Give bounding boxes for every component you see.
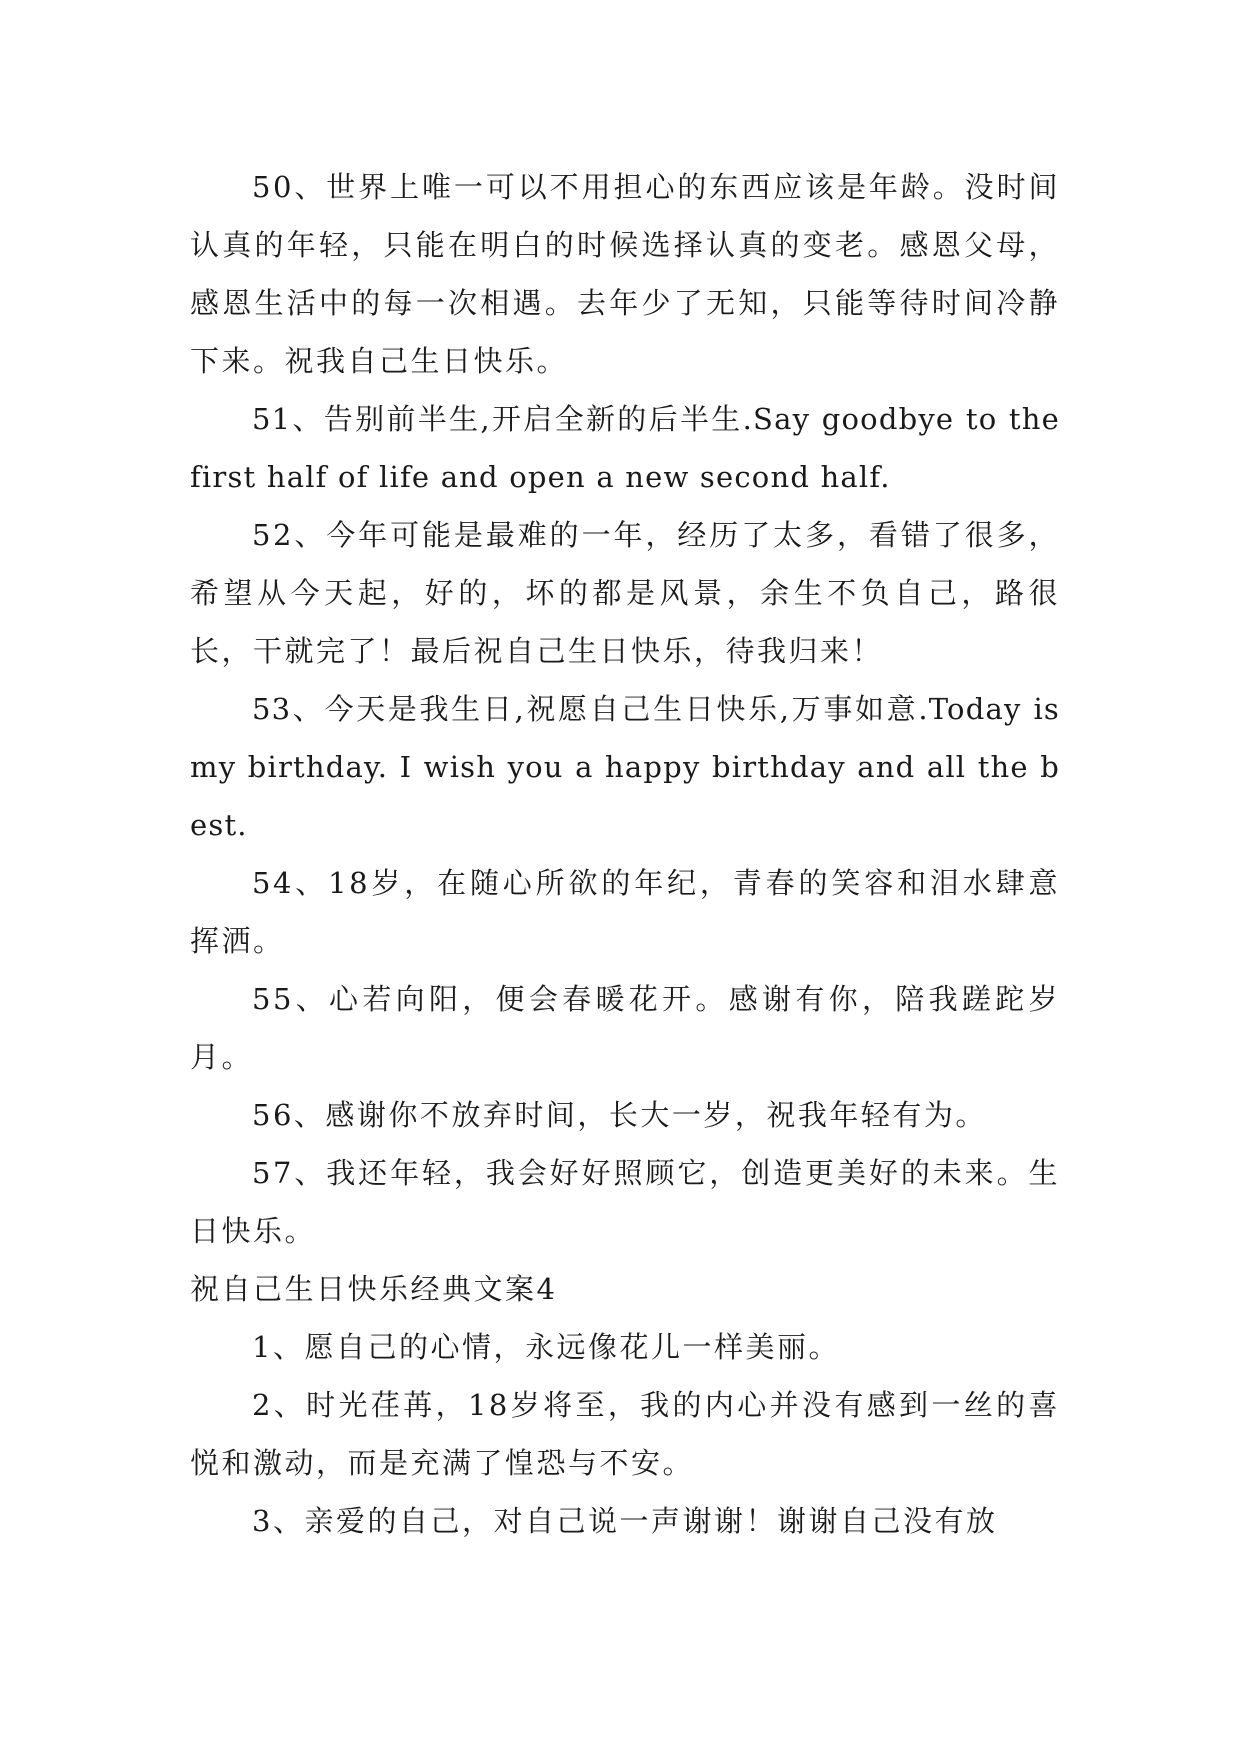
paragraph-53: 53、今天是我生日,祝愿自己生日快乐,万事如意.Today is my birthday. I wish you a happy birthday and all the best. bbox=[190, 692, 1060, 842]
paragraph-56: 56、感谢你不放弃时间，长大一岁，祝我年轻有为。 bbox=[252, 1098, 987, 1132]
section-heading: 祝自己生日快乐经典文案4 bbox=[190, 1272, 558, 1306]
paragraph-2: 2、时光荏苒，18岁将至，我的内心并没有感到一丝的喜悦和激动，而是充满了惶恐与不安。 bbox=[190, 1388, 1060, 1480]
document-body bbox=[190, 158, 1060, 1550]
paragraph-52: 52、今年可能是最难的一年，经历了太多，看错了很多，希望从今天起，好的，坏的都是风景，余生不负自己，路很长，干就完了！最后祝自己生日快乐，待我归来！ bbox=[190, 518, 1060, 668]
paragraph-1: 1、愿自己的心情，永远像花儿一样美丽。 bbox=[252, 1330, 840, 1364]
paragraph-51: 51、告别前半生,开启全新的后半生.Say goodbye to the first half of life and open a new second half. bbox=[190, 402, 1060, 494]
paragraph-50: 50、世界上唯一可以不用担心的东西应该是年龄。没时间认真的年轻，只能在明白的时候选择认真的变老。感恩父母，感恩生活中的每一次相遇。去年少了无知，只能等待时间冷静下来。祝我自己生日快乐。 bbox=[190, 170, 1060, 378]
paragraph-54: 54、18岁，在随心所欲的年纪，青春的笑容和泪水肆意挥洒。 bbox=[190, 866, 1060, 958]
paragraph-57: 57、我还年轻，我会好好照顾它，创造更美好的未来。生日快乐。 bbox=[190, 1156, 1060, 1248]
paragraph-55: 55、心若向阳，便会春暖花开。感谢有你，陪我蹉跎岁月。 bbox=[190, 982, 1060, 1074]
paragraph-3: 3、亲爱的自己，对自己说一声谢谢！谢谢自己没有放 bbox=[252, 1504, 998, 1538]
